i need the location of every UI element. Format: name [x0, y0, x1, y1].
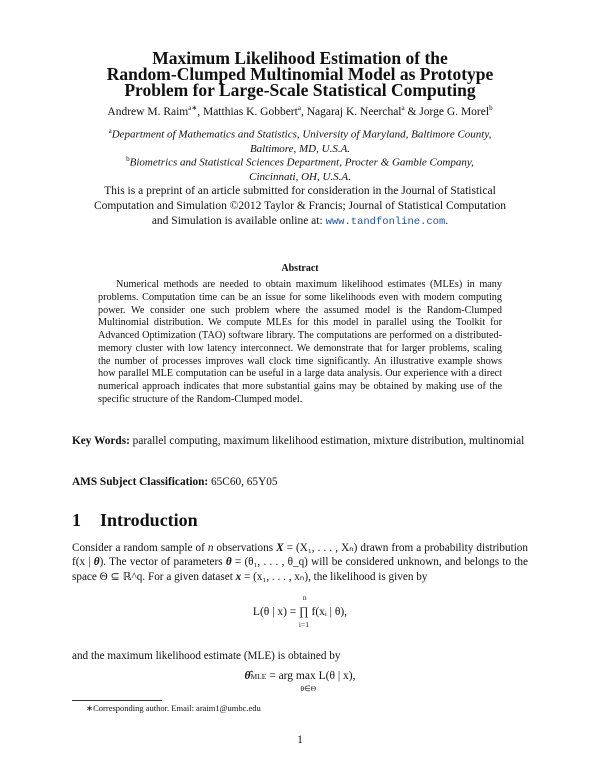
var-n: n	[207, 542, 214, 554]
preprint-line-2: Computation and Simulation ©2012 Taylor & Francis; Journal of Statistical Computation	[93, 200, 507, 212]
affiliation-a-line-2: Baltimore, MD, U.S.A.	[249, 142, 351, 155]
title-line-2: Random-Clumped Multinomial Model as Prototype	[106, 64, 494, 84]
author-4-sup: b	[489, 104, 493, 112]
section-heading	[72, 510, 198, 531]
footnote-rule	[72, 700, 162, 701]
affiliation-a-sup: a	[108, 127, 112, 135]
title-line-1: Maximum Likelihood Estimation of the	[152, 48, 448, 68]
affiliation-a-line-1: Department of Mathematics and Statistics, University of Maryland, Baltimore County,	[111, 128, 492, 141]
ams-text: 65C60, 65Y05	[208, 476, 278, 488]
mle-formula: = arg max L(θ | x),	[266, 670, 356, 682]
journal-link[interactable]: www.tandfonline.com	[325, 216, 446, 228]
intro-paragraph-1	[72, 541, 528, 584]
section-number: 1	[72, 510, 81, 530]
var-theta-2: θ	[225, 556, 232, 569]
page-number: 1	[297, 734, 303, 746]
likelihood-formula: L(θ | x) = ∏ f(xᵢ | θ),	[252, 606, 348, 618]
abstract-text: Numerical methods are needed to obtain maximum likelihood estimates (MLEs) in many problems. Computation time can be an issue for some likelihoods even with modern computing power. We consider one such problem where the assumed model is the Random-Clumped Multinomial distribution. We compute MLEs for this model in parallel using the Toolkit for Advanced Optimization (TAO) software library. The computations are performed on a distributed-memory cluster with low latency interconnect. We demonstrate that for larger problems, scaling the number of processes improves wall clock time significantly. An illustrative example shows how parallel MLE computation can be useful in a large data analysis. Our experience with a direct numerical approach indicates that more substantial gains may be obtained by making use of the specific structure of the Random-Clumped model.	[98, 279, 502, 405]
author-4: & Jorge G. Morel	[404, 105, 490, 118]
affiliation-b-line-1: Biometrics and Statistical Sciences Department, Procter & Gamble Company,	[129, 156, 474, 169]
ams-label: AMS Subject Classification:	[72, 476, 209, 488]
keywords-text: parallel computing, maximum likelihood estimation, mixture distribution, multinomial	[129, 435, 525, 447]
preprint-notice	[60, 184, 540, 230]
keywords-label: Key Words:	[72, 435, 130, 447]
title-line-3: Problem for Large-Scale Statistical Computing	[124, 80, 476, 100]
author-3: , Nagaraj K. Neerchal	[300, 105, 402, 118]
author-list	[40, 104, 560, 118]
author-1: Andrew M. Raim	[107, 105, 189, 118]
intro-text-c: = (X₁, . . . , Xₙ) drawn from a probability distribution f(x |	[72, 542, 528, 569]
affiliation-b-line-2: Cincinnati, OH, U.S.A.	[249, 170, 351, 183]
preprint-line-3-end: .	[445, 215, 449, 227]
keywords	[72, 434, 532, 448]
affiliation-b	[60, 152, 540, 184]
affiliation-b-sup: b	[126, 155, 130, 163]
intro-text-f: = (x₁, . . . , xₙ), the likelihood is given by	[241, 570, 428, 583]
product-upper-limit: n	[302, 593, 307, 602]
argmax-subscript: θ∈Θ	[300, 684, 317, 693]
preprint-line-3: and Simulation is available online at:	[151, 215, 326, 227]
author-3-sup: a	[401, 104, 405, 112]
theta-hat: θ̂	[244, 670, 251, 682]
author-1-sup: a∗	[188, 104, 198, 112]
footnote: ∗Corresponding author. Email: araim1@umbc.edu	[86, 703, 261, 713]
mle-subscript: MLE	[250, 672, 267, 681]
paper-title	[60, 50, 540, 98]
author-2: , Matthias K. Gobbert	[197, 105, 298, 118]
author-2-sup: a	[297, 104, 301, 112]
likelihood-equation	[72, 593, 528, 629]
abstract-heading: Abstract	[281, 263, 319, 274]
var-x: x	[235, 570, 242, 583]
section-title: Introduction	[100, 510, 198, 530]
var-theta: θ	[93, 556, 100, 569]
preprint-line-1: This is a preprint of an article submitted for consideration in the Journal of Statistical	[104, 185, 496, 197]
product-lower-limit: i=1	[298, 620, 309, 629]
intro-text-b: observations	[213, 542, 277, 554]
ams-classification	[72, 476, 532, 488]
intro-text-a: Consider a random sample of	[72, 542, 208, 554]
intro-paragraph-2: and the maximum likelihood estimate (MLE) is obtained by	[72, 650, 341, 662]
intro-text-d: ). The vector of parameters	[99, 556, 226, 569]
intro-text-e: = (θ₁, . . . , θ_q) will be considered unknown, and belongs to the space Θ ⊆ ℝ^q. For a given dataset	[72, 556, 528, 583]
var-X: X	[276, 542, 284, 554]
mle-equation	[72, 670, 528, 693]
affiliation-a	[60, 124, 540, 156]
